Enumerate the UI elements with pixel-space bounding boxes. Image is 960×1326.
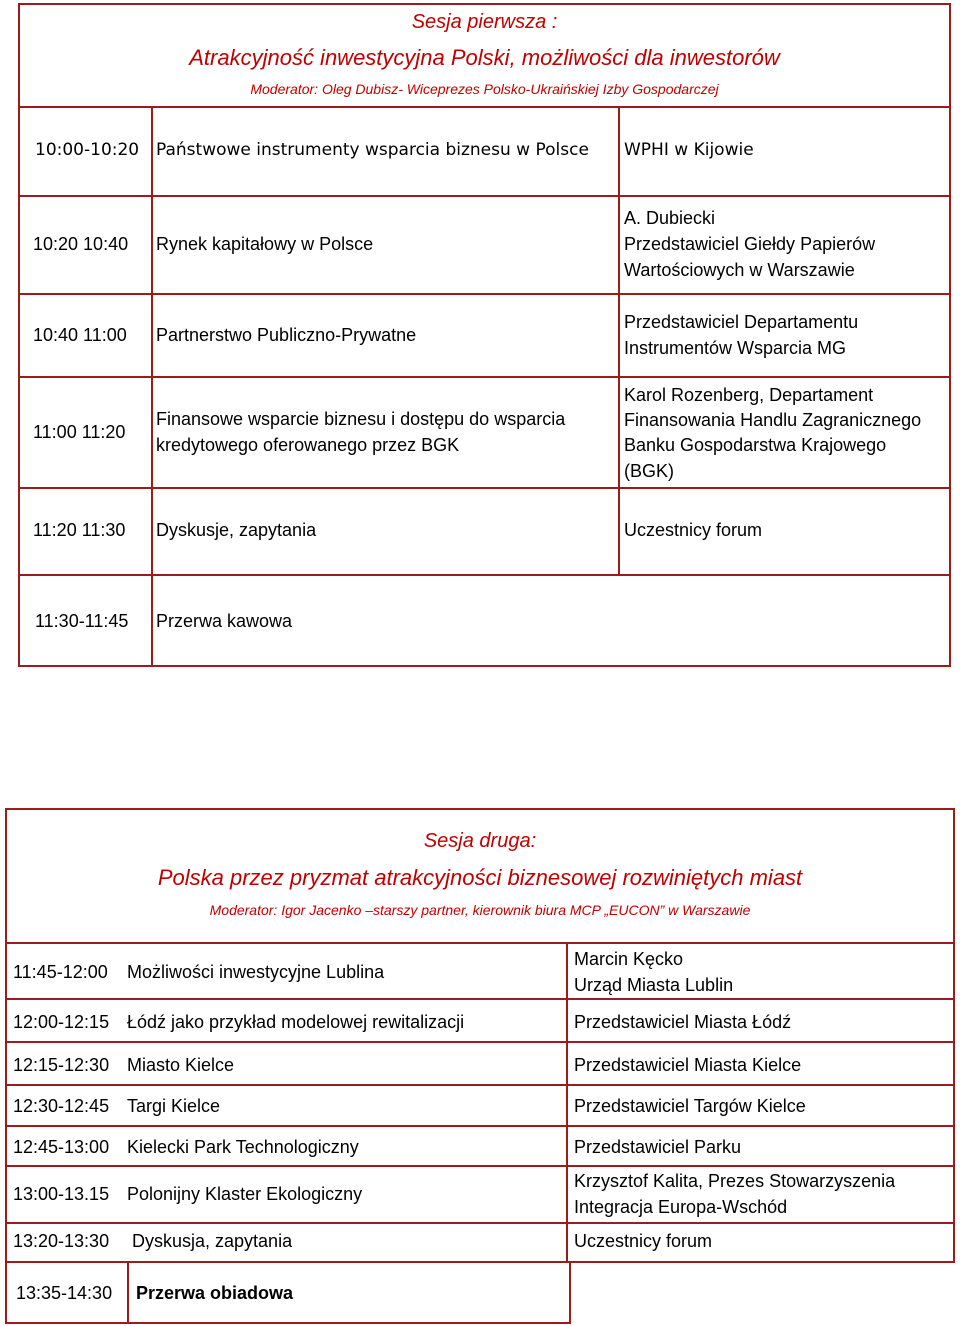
table-row-time: 11:45-12:00 [13,962,108,982]
table-row-topic: Możliwości inwestycyjne Lublina [127,962,385,982]
session2-title: Polska przez pryzmat atrakcyjności biznesowej rozwiniętych miast [157,865,803,890]
table-row-speaker-line: Banku Gospodarstwa Krajowego [624,435,887,455]
session1-label: Sesja pierwsza : [411,11,558,33]
table-row-topic: Dyskusje, zapytania [156,520,317,540]
table-row-topic: Kielecki Park Technologiczny [127,1137,359,1157]
table-row-speaker-line: Krzysztof Kalita, Prezes Stowarzyszenia [574,1171,896,1191]
table-row-topic: Przerwa obiadowa [136,1283,294,1303]
table-row-speaker: Uczestnicy forum [574,1231,713,1251]
table-row-speaker-line: A. Dubiecki [624,208,716,228]
table-row-topic: Targi Kielce [127,1096,221,1116]
table-row-time: 12:15-12:30 [13,1055,110,1075]
table-row-speaker-line: Karol Rozenberg, Departament [624,385,874,405]
table-row-time: 10:40 11:00 [33,325,127,345]
table-row-time: 10:20 10:40 [33,234,129,254]
table-row-speaker-line: Przedstawiciel Giełdy Papierów [624,234,876,254]
table-row-speaker: Uczestnicy forum [624,520,763,540]
table-row-time: 12:45-13:00 [13,1137,110,1157]
session1-moderator: Moderator: Oleg Dubisz- Wiceprezes Polsko-Ukraińskiej Izby Gospodarczej [250,81,719,97]
table-row-speaker-line: Urząd Miasta Lublin [574,975,734,995]
table-row-time: 13:35-14:30 [16,1283,113,1303]
table-row-speaker-line: Przedstawiciel Departamentu [624,312,859,332]
table-row-time: 12:30-12:45 [13,1096,110,1116]
table-row-speaker: Przedstawiciel Targów Kielce [574,1096,806,1116]
table-row-time: 11:30-11:45 [35,611,129,631]
table-row-speaker-line: (BGK) [624,461,675,481]
table-row-time: 11:00 11:20 [33,422,126,442]
session2-moderator: Moderator: Igor Jacenko –starszy partner, kierownik biura MCP „EUCON” w Warszawie [209,902,751,918]
table-row-topic: Przerwa kawowa [156,611,293,631]
table-row-speaker-line: Marcin Kęcko [574,949,684,969]
table-row-topic: Państwowe instrumenty wsparcia biznesu w Polsce [156,140,589,160]
table-row-time: 12:00-12:15 [13,1012,110,1032]
table-row-time: 10:00-10:20 [35,140,140,160]
table-row-topic: Rynek kapitałowy w Polsce [156,234,374,254]
table-row-speaker: Przedstawiciel Miasta Kielce [574,1055,802,1075]
table-row-speaker: Przedstawiciel Parku [574,1137,742,1157]
table-row-topic: Miasto Kielce [127,1055,235,1075]
table-row-speaker-line: Integracja Europa-Wschód [574,1197,788,1217]
table-row-speaker-line: Instrumentów Wsparcia MG [624,338,847,358]
table-row-topic: Dyskusja, zapytania [132,1231,293,1251]
table-row-time: 13:20-13:30 [13,1231,110,1251]
table-row-topic-line: Finansowe wsparcie biznesu i dostępu do wsparcia [156,409,566,429]
table-row-speaker-line: Finansowania Handlu Zagranicznego [624,410,922,430]
session2-header-box [5,808,955,944]
session2-label: Sesja druga: [423,830,537,852]
table-row-time: 11:20 11:30 [33,520,126,540]
table-row-topic-line: kredytowego oferowanego przez BGK [156,435,460,455]
table-row-topic: Partnerstwo Publiczno-Prywatne [156,325,417,345]
session1-header-box [18,3,951,108]
table-row-speaker: WPHI w Kijowie [624,140,754,160]
table-row-speaker-line: Wartościowych w Warszawie [624,260,855,280]
table-row-topic: Łódź jako przykład modelowej rewitalizacji [127,1012,465,1032]
table-row-time: 13:00-13.15 [13,1184,110,1204]
session1-title: Atrakcyjność inwestycyjna Polski, możliwości dla inwestorów [189,45,780,70]
table-row-topic: Polonijny Klaster Ekologiczny [127,1184,363,1204]
table-row-speaker: Przedstawiciel Miasta Łódź [574,1012,792,1032]
